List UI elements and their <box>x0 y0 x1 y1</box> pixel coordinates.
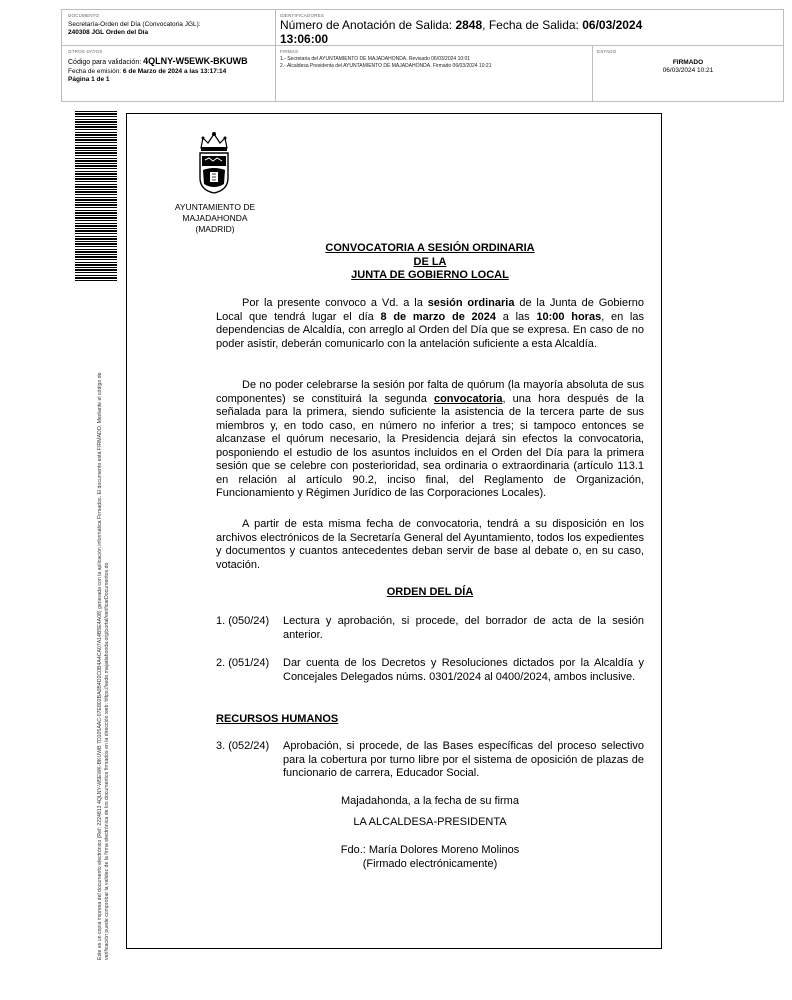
agenda-item-number: 1. (050/24) <box>216 615 270 627</box>
firmas-cell <box>276 46 593 101</box>
para1-text-g: , en las dependencias de Alcaldía, con arreglo al Orden del Día que se expresa. En caso de no poder asistir, deberán comunicarlo con la antelación suficiente a esta Alcaldía. <box>216 310 644 350</box>
estado-label: ESTADO <box>597 49 617 54</box>
paragraph-convocation <box>216 297 644 351</box>
fecha-date: 06/03/2024 <box>582 18 643 32</box>
organization-name <box>160 202 270 235</box>
emision-date: 6 de Marzo de 2024 a las 13:17:14 <box>122 68 227 75</box>
firma-2: 2.- Alcaldesa Presidenta del AYUNTAMIENTO DE MAJADAHONDA. Firmado 06/03/2024 10:21 <box>280 62 492 69</box>
agenda-item-text: Lectura y aprobación, si procede, del borrador de acta de la sesión anterior. <box>283 615 644 641</box>
agenda-item <box>216 615 644 642</box>
document-metadata-header <box>61 9 784 102</box>
documento-label: DOCUMENTO <box>68 13 100 18</box>
side-text-line-1: Este es un copia impresa del documento electrónico (Ref: 2224813 4QLNY-W5EWK-BKUWB 7D105AAC-07E802BA0B4D2C0B4A4CA07A14B5E4A08) generada con la aplicación informática Firmadoc. El documento está FIRMADO. Mediante el código de <box>97 372 103 960</box>
agenda-item-number: 2. (051/24) <box>216 657 270 669</box>
agenda-item-text: Dar cuenta de los Decretos y Resoluciones dictados por la Alcaldía y Concejales Delegados núms. 0301/2024 al 0400/2024, ambos inclusive. <box>283 657 644 683</box>
side-text-line-2: verificación puede comprobar la validez de la firma electrónica de los documentos firmados en la dirección web: https://sede.majadahonda.org/portal/verificarDocumentos.do <box>103 562 110 960</box>
emision-line <box>68 68 269 76</box>
anotacion-number: 2848 <box>455 18 483 32</box>
fecha-prefix: , Fecha de Salida: <box>482 18 583 32</box>
identificadores-cell <box>276 10 783 46</box>
para2-text-c: , una hora después de la señalada para la primera, siendo suficiente la asistencia de la tercera parte de sus miembros y, en todo caso, en número no inferior a tres; si tampoco entonces se alcanzase el quórum necesario, la Presidencia dejará sin efectos la convocatoria, posponiendo el estudio de los asuntos incluidos en el Orden del Día para la primera sesión que se celebre con posterioridad, sea ordinaria o extraordinaria (artículo 113.1 en relación al artículo 90.2, inciso final, del Reglamento de Organización, Funcionamiento y Régimen Jurídico de las Corporaciones Locales). <box>216 392 644 499</box>
validation-code[interactable]: 4QLNY-W5EWK-BKUWB <box>143 56 248 66</box>
anotacion-prefix: Número de Anotación de Salida: <box>280 18 456 32</box>
side-verification-text <box>97 260 110 960</box>
coat-of-arms-icon <box>195 130 233 194</box>
estado-cell <box>593 46 783 101</box>
agenda-item <box>216 740 644 781</box>
emision-prefix: Fecha de emisión: <box>68 68 123 75</box>
codigo-line <box>68 56 269 68</box>
org-line-2: MAJADAHONDA <box>182 213 248 223</box>
document-title <box>216 242 644 283</box>
barcode <box>75 111 117 281</box>
agenda-item <box>216 657 644 684</box>
anotacion-line <box>280 18 779 32</box>
para1-time: 10:00 horas <box>536 310 602 323</box>
estado-date: 06/03/2024 10:21 <box>662 67 714 74</box>
para1-date: 8 de marzo de 2024 <box>380 310 497 323</box>
firma-1: 1.- Secretaria del AYUNTAMIENTO DE MAJADAHONDA. Revisado 06/03/2024 10:01 <box>280 56 471 62</box>
agenda-item-text: Aprobación, si procede, de las Bases específicas del proceso selectivo para la cobertura por turno libre por el sistema de oposición de plazas de funcionario de carrera, Educador Social. <box>283 740 644 779</box>
para2-text-a: De no poder celebrarse la sesión por falta de quórum (la mayoría absoluta de sus componentes) se constituirá la segunda <box>216 379 644 405</box>
closing-place: Majadahonda, a la fecha de su firma <box>341 795 519 807</box>
org-line-1: AYUNTAMIENTO DE <box>174 202 256 212</box>
closing-note: (Firmado electrónicamente) <box>362 858 498 870</box>
firmas-label: FIRMAS <box>280 49 299 54</box>
agenda-item-number: 3. (052/24) <box>216 740 270 752</box>
para1-text-a: Por la presente convoco a Vd. a la <box>242 297 428 309</box>
title-line-3: JUNTA DE GOBIERNO LOCAL <box>351 269 509 281</box>
identificadores-label: IDENTIFICADORES <box>280 13 325 18</box>
fecha-time: 13:06:00 <box>280 32 329 46</box>
title-line-2: DE LA <box>413 255 447 268</box>
otros-label: OTROS DATOS <box>68 49 103 54</box>
otros-datos-cell <box>62 46 276 101</box>
closing-role: LA ALCALDESA-PRESIDENTA <box>353 816 507 828</box>
documento-type: Secretaría-Orden del Día (Convocatoria JGL): <box>68 21 201 28</box>
orden-del-dia-heading: ORDEN DEL DÍA <box>386 586 474 598</box>
para1-text-c: de la Junta de Gobierno Local que tendrá lugar el día <box>216 297 644 323</box>
closing-signer: Fdo.: María Dolores Moreno Molinos <box>340 844 520 856</box>
documento-name: 240308 JGL Orden del Día <box>68 29 149 36</box>
section-recursos-humanos: RECURSOS HUMANOS <box>216 713 339 725</box>
paragraph-quorum <box>216 379 644 501</box>
codigo-prefix: Código para validación: <box>68 59 144 66</box>
org-line-3: (MADRID) <box>195 224 235 234</box>
page-count: Página 1 de 1 <box>68 76 110 83</box>
para1-session-type: sesión ordinaria <box>427 297 515 309</box>
title-line-1: CONVOCATORIA A SESIÓN ORDINARIA <box>325 242 535 254</box>
para1-text-e: a las <box>496 310 537 323</box>
paragraph-documents: A partir de esta misma fecha de convocatoria, tendrá a su disposición en los archivos electrónicos de la Secretaría General del Ayuntamiento, todos los expedientes y documentos y cuantos antecedentes deban servir de base al debate o, en su caso, votación. <box>216 518 644 571</box>
estado-status: FIRMADO <box>672 59 704 66</box>
para2-convocatoria: convocatoria <box>433 392 503 405</box>
documento-cell <box>62 10 276 46</box>
